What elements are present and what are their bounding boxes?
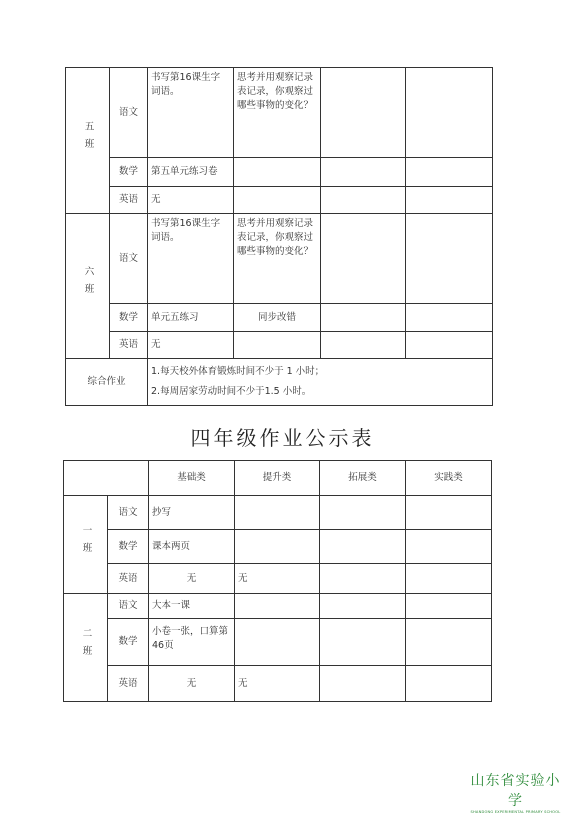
class-6-math-basic: 单元五练习 [148,304,234,332]
empty-cell [406,214,493,304]
subject-chinese: 语文 [108,496,149,530]
subject-chinese: 语文 [110,214,148,304]
grade-4-homework-table [63,460,492,702]
empty-cell [320,564,406,594]
subject-chinese: 语文 [108,594,149,619]
header-advanced: 提升类 [235,461,320,496]
empty-cell [406,332,493,359]
class-2-english-basic: 无 [149,666,235,702]
subject-math: 数学 [108,530,149,564]
empty-cell [320,619,406,666]
subject-math: 数学 [110,158,148,187]
empty-cell [235,530,320,564]
subject-english: 英语 [108,666,149,702]
class-1-math-basic: 课本两页 [149,530,235,564]
class-1-english-advanced: 无 [235,564,320,594]
comprehensive-content [148,359,493,406]
empty-cell [406,619,492,666]
comprehensive-line-2: 2.每周居家劳动时间不少于1.5 小时。 [151,386,312,397]
empty-cell [235,619,320,666]
empty-cell [235,496,320,530]
class-5-math-basic: 第五单元练习卷 [148,158,234,187]
school-logo-name: 山东省实验小学 [470,773,561,809]
header-practice: 实践类 [406,461,492,496]
empty-cell [321,214,406,304]
class-5-label: 五班 [66,68,110,214]
empty-cell [406,68,493,158]
subject-chinese: 语文 [110,68,148,158]
empty-cell [234,158,321,187]
school-logo [468,770,563,814]
empty-cell [406,158,493,187]
empty-cell [321,158,406,187]
empty-cell [320,594,406,619]
class-5-chinese-advanced: 思考并用观察记录表记录，你观察过哪些事物的变化？ [234,68,321,158]
empty-cell [406,594,492,619]
header-corner [64,461,149,496]
class-2-math-basic: 小卷一张，口算第46页 [149,619,235,666]
empty-cell [406,530,492,564]
class-5-english-basic: 无 [148,187,234,214]
subject-math: 数学 [110,304,148,332]
comprehensive-label: 综合作业 [66,359,148,406]
class-2-chinese-basic: 大本一课 [149,594,235,619]
empty-cell [406,564,492,594]
empty-cell [406,496,492,530]
class-2-label: 二班 [64,594,108,702]
header-extension: 拓展类 [320,461,406,496]
class-6-chinese-basic: 书写第16课生字词语。 [148,214,234,304]
page-title: 四年级作业公示表 [190,426,375,450]
subject-english: 英语 [108,564,149,594]
subject-english: 英语 [110,187,148,214]
empty-cell [320,496,406,530]
empty-cell [321,187,406,214]
subject-english: 英语 [110,332,148,359]
empty-cell [321,332,406,359]
class-5-chinese-basic: 书写第16课生字词语。 [148,68,234,158]
class-6-math-advanced: 同步改错 [234,304,321,332]
comprehensive-line-1: 1.每天校外体育锻炼时间不少于 1 小时； [151,366,325,377]
class-2-english-advanced: 无 [235,666,320,702]
empty-cell [234,332,321,359]
empty-cell [406,187,493,214]
school-logo-english: SHANDONG EXPERIMENTAL PRIMARY SCHOOL [470,810,561,814]
class-1-english-basic: 无 [149,564,235,594]
empty-cell [321,304,406,332]
subject-math: 数学 [108,619,149,666]
empty-cell [320,530,406,564]
class-1-label: 一班 [64,496,108,594]
homework-table-continued [65,67,493,406]
empty-cell [321,68,406,158]
class-6-english-basic: 无 [148,332,234,359]
empty-cell [234,187,321,214]
class-1-chinese-basic: 抄写 [149,496,235,530]
class-6-label: 六班 [66,214,110,359]
empty-cell [235,594,320,619]
empty-cell [320,666,406,702]
class-6-chinese-advanced: 思考并用观察记录表记录，你观察过哪些事物的变化？ [234,214,321,304]
empty-cell [406,666,492,702]
header-basic: 基础类 [149,461,235,496]
empty-cell [406,304,493,332]
